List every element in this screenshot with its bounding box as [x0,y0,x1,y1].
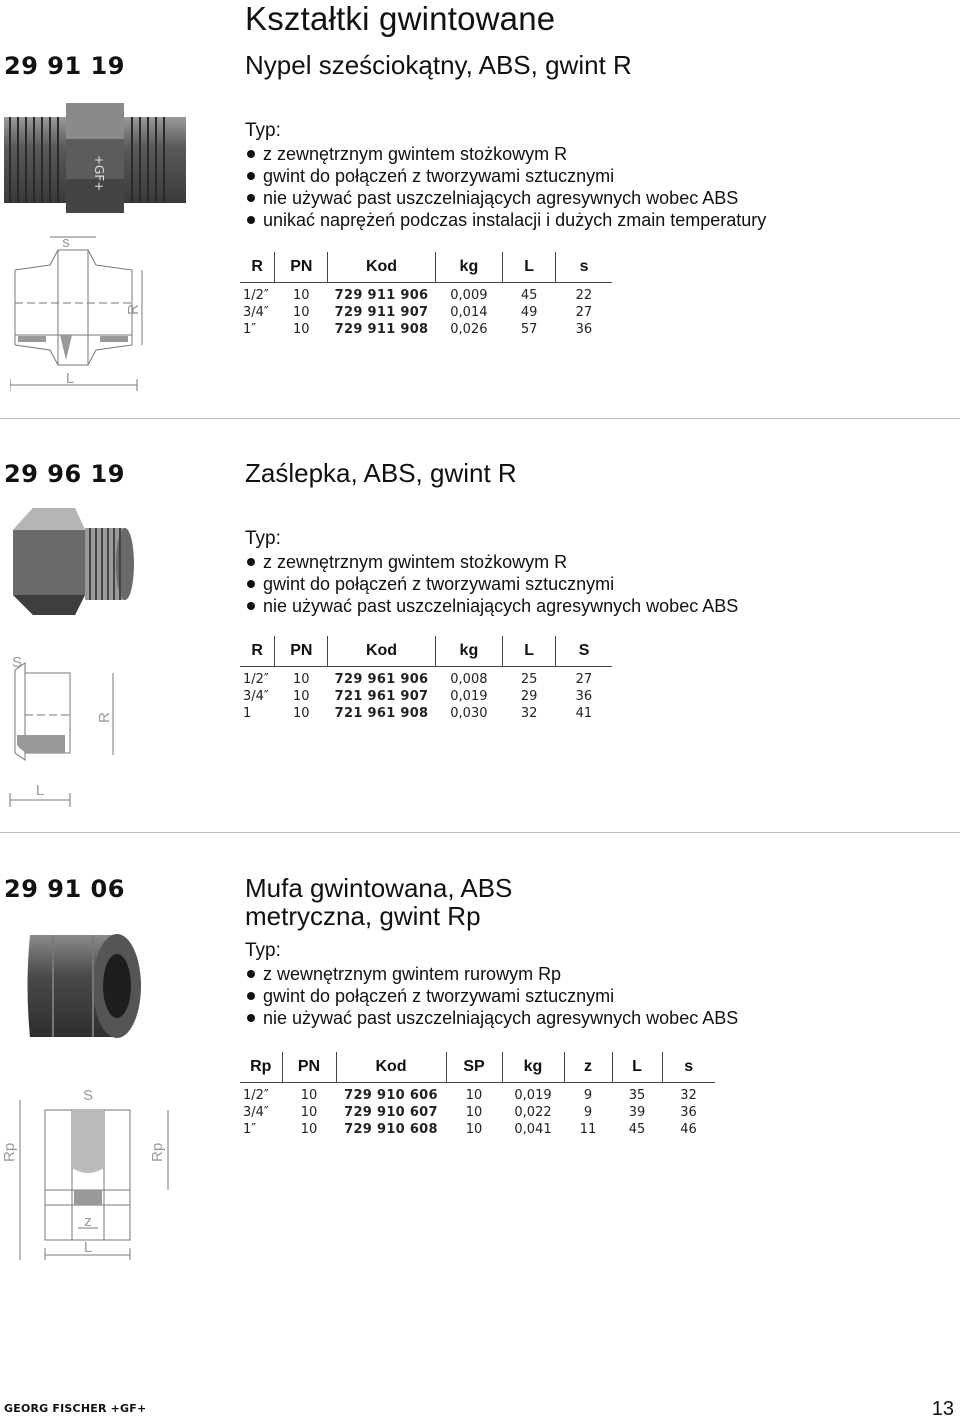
col-header: R [240,636,275,666]
dim-label-l: L [83,1239,93,1256]
feature-item: nie używać past uszczelniających agresywnych wobec ABS [245,187,766,209]
product-name-line: metryczna, gwint Rp [245,901,481,931]
dim-label-s: S [82,1087,94,1104]
svg-text:+GF+: +GF+ [92,155,106,192]
bullet-icon [247,194,255,202]
hex-nipple-drawing [10,235,160,395]
table-header-row [240,636,612,666]
typ-heading: Typ: [245,940,281,961]
table-row: 1/2″ 10 729 911 906 0,009 45 22 [243,287,593,303]
feature-list [245,120,766,231]
table-row: 1 10 721 961 908 0,030 32 41 [243,705,593,721]
dim-label-z: z [84,1213,92,1230]
col-header: L [503,252,556,282]
col-header: kg [502,1052,564,1082]
table-row: 3/4″ 10 721 961 907 0,019 29 36 [243,688,593,704]
page-number: 13 [931,1398,954,1419]
bullet-icon [247,216,255,224]
feature-item: gwint do połączeń z tworzywami sztucznymi [245,985,738,1007]
hex-nipple-photo [0,95,200,215]
col-header: SP [446,1052,502,1082]
bullet-icon [247,970,255,978]
socket-drawing [0,1080,180,1260]
product-name [245,874,512,930]
col-header: s [662,1052,715,1082]
col-header: Kod [336,1052,446,1082]
table-row: 1″ 10 729 910 608 10 0,041 11 45 46 [243,1121,697,1137]
table-row: 1/2″ 10 729 910 606 10 0,019 9 35 32 [243,1087,697,1103]
product-name: Nypel sześciokątny, ABS, gwint R [245,50,632,80]
table-row: 1/2″ 10 729 961 906 0,008 25 27 [243,671,593,687]
col-header: S [556,636,612,666]
col-header: kg [435,252,502,282]
dim-label-s: S [11,654,23,671]
feature-item: nie używać past uszczelniających agresywnych wobec ABS [245,1007,738,1029]
dim-label-r: R [96,712,113,723]
col-header: kg [435,636,502,666]
feature-item: gwint do połączeń z tworzywami sztucznymi [245,165,766,187]
col-header: PN [275,252,328,282]
table-row: 3/4″ 10 729 910 607 10 0,022 9 39 36 [243,1104,697,1120]
dim-label-s: s [62,235,70,251]
typ-heading: Typ: [245,120,281,141]
feature-list [245,528,738,617]
col-header: L [503,636,556,666]
section-divider [0,418,960,419]
feature-item: unikać naprężeń podczas instalacji i dużych zmain temperatury [245,209,766,231]
plug-photo [5,500,135,620]
col-header: PN [275,636,328,666]
brand-logo: GEORG FISCHER +GF+ [4,1402,147,1415]
section-divider [0,832,960,833]
table-header-row [240,252,612,282]
feature-item: gwint do połączeń z tworzywami sztucznymi [245,573,738,595]
spec-table [240,1052,715,1138]
table-header-row [240,1052,715,1082]
feature-item: z zewnętrznym gwintem stożkowym R [245,551,738,573]
col-header: z [564,1052,612,1082]
spec-table [240,636,612,722]
bullet-icon [247,1014,255,1022]
bullet-icon [247,558,255,566]
col-header: R [240,252,275,282]
socket-photo [5,915,155,1055]
dim-label-rp-outer: Rp [1,1142,18,1162]
product-code: 29 91 19 [4,52,125,80]
bullet-icon [247,150,255,158]
feature-list [245,940,738,1029]
spec-table [240,252,612,338]
dim-label-l: L [35,782,45,799]
col-header: Kod [328,252,435,282]
col-header: L [612,1052,662,1082]
plug-drawing [5,645,125,810]
dim-label-r: R [125,304,142,315]
dim-label-l: L [65,370,75,387]
col-header: PN [282,1052,336,1082]
col-header: Kod [328,636,435,666]
bullet-icon [247,580,255,588]
col-header: Rp [240,1052,282,1082]
page-title: Kształtki gwintowane [245,0,556,37]
product-code: 29 96 19 [4,460,125,488]
feature-item: z zewnętrznym gwintem stożkowym R [245,143,766,165]
product-name: Zaślepka, ABS, gwint R [245,458,517,488]
feature-item: nie używać past uszczelniających agresywnych wobec ABS [245,595,738,617]
table-row: 3/4″ 10 729 911 907 0,014 49 27 [243,304,593,320]
typ-heading: Typ: [245,528,281,549]
bullet-icon [247,992,255,1000]
product-code: 29 91 06 [4,875,125,903]
col-header: s [556,252,612,282]
feature-item: z wewnętrznym gwintem rurowym Rp [245,963,738,985]
bullet-icon [247,172,255,180]
product-name-line: Mufa gwintowana, ABS [245,873,513,903]
dim-label-rp: Rp [149,1142,166,1162]
table-row: 1″ 10 729 911 908 0,026 57 36 [243,321,593,337]
bullet-icon [247,602,255,610]
